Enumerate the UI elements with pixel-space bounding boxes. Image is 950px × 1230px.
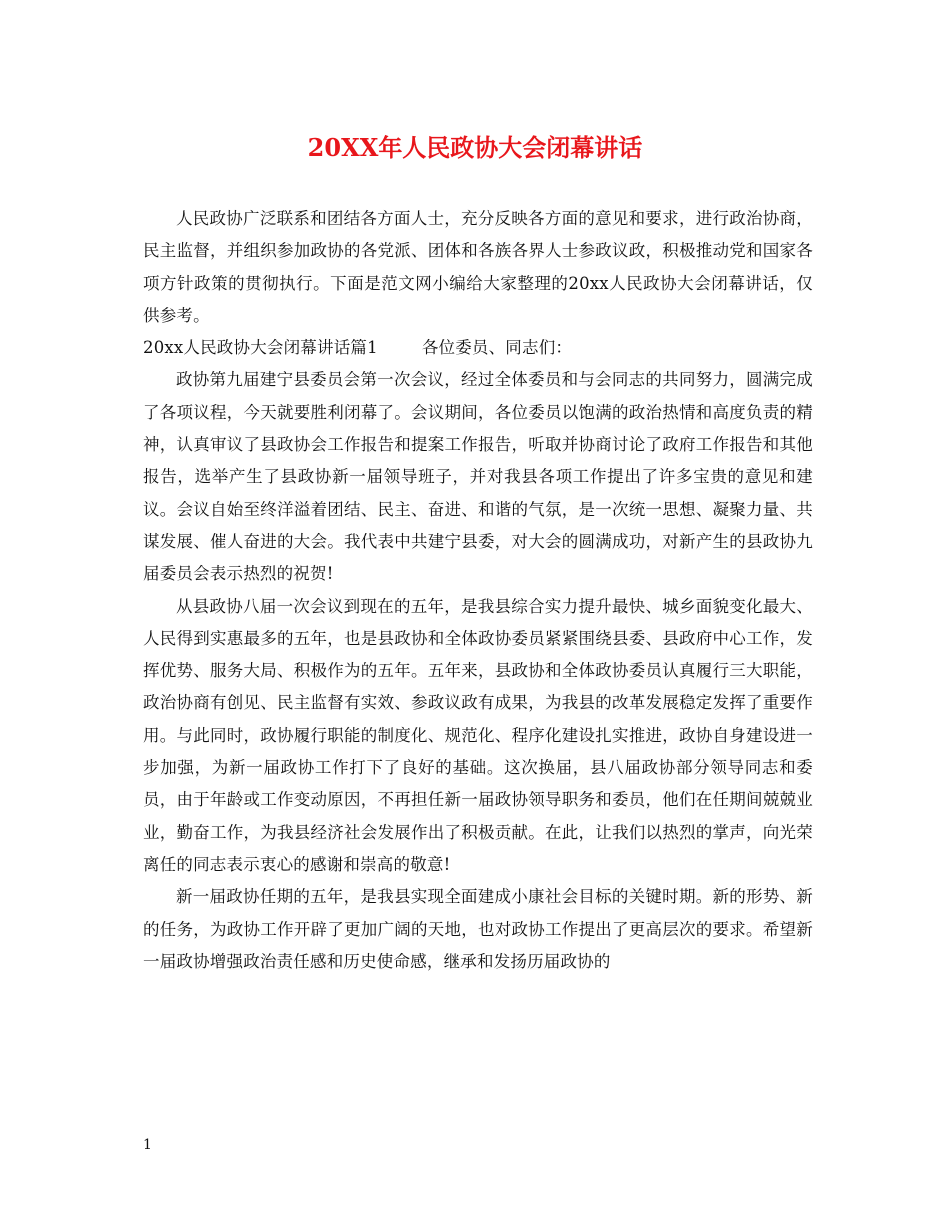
page-number: 1 — [143, 1137, 152, 1153]
body-paragraph-3: 新一届政协任期的五年，是我县实现全面建成小康社会目标的关键时期。新的形势、新的任务，为政协工作开辟了更加广阔的天地，也对政协工作提出了更高层次的要求。希望新一届政协增强政治责任感和历史使命感，继承和发扬历届政协的 — [143, 887, 813, 971]
body-paragraph-1: 政协第九届建宁县委员会第一次会议，经过全体委员和与会同志的共同努力，圆满完成了各项议程，今天就要胜利闭幕了。会议期间，各位委员以饱满的政治热情和高度负责的精神，认真审议了县政协会工作报告和提案工作报告，听取并协商讨论了政府工作报告和其他报告，选举产生了县政协新一届领导班子，并对我县各项工作提出了许多宝贵的意见和建议。会议自始至终洋溢着团结、民主、奋进、和谐的气氛，是一次统一思想、凝聚力量、共谋发展、催人奋进的大会。我代表中共建宁县委，对大会的圆满成功，对新产生的县政协九届委员会表示热烈的祝贺! — [143, 370, 813, 584]
salutation: 各位委员、同志们： — [421, 338, 573, 358]
document-body — [143, 203, 813, 978]
document-title: 20XX年人民政协大会闭幕讲话 — [307, 133, 643, 162]
body-paragraph-2: 从县政协八届一次会议到现在的五年，是我县综合实力提升最快、城乡面貌变化最大、人民得到实惠最多的五年，也是县政协和全体政协委员紧紧围绕县委、县政府中心工作，发挥优势、服务大局、积极作为的五年。五年来，县政协和全体政协委员认真履行三大职能，政治协商有创见、民主监督有实效、参政议政有成果，为我县的改革发展稳定发挥了重要作用。与此同时，政协履行职能的制度化、规范化、程序化建设扎实推进，政协自身建设进一步加强，为新一届政协工作打下了良好的基础。这次换届，县八届政协部分领导同志和委员，由于年龄或工作变动原因，不再担任新一届政协领导职务和委员，他们在任期间兢兢业业，勤奋工作，为我县经济社会发展作出了积极贡献。在此，让我们以热烈的掌声，向光荣离任的同志表示衷心的感谢和崇高的敬意! — [143, 596, 813, 874]
section-heading-line — [143, 332, 813, 364]
intro-paragraph: 人民政协广泛联系和团结各方面人士，充分反映各方面的意见和要求，进行政治协商，民主监督，并组织参加政协的各党派、团体和各族各界人士参政议政，积极推动党和国家各项方针政策的贯彻执行。下面是范文网小编给大家整理的20xx人民政协大会闭幕讲话，仅供参考。 — [143, 209, 813, 325]
section-heading: 20xx人民政协大会闭幕讲话篇1 — [143, 338, 378, 358]
